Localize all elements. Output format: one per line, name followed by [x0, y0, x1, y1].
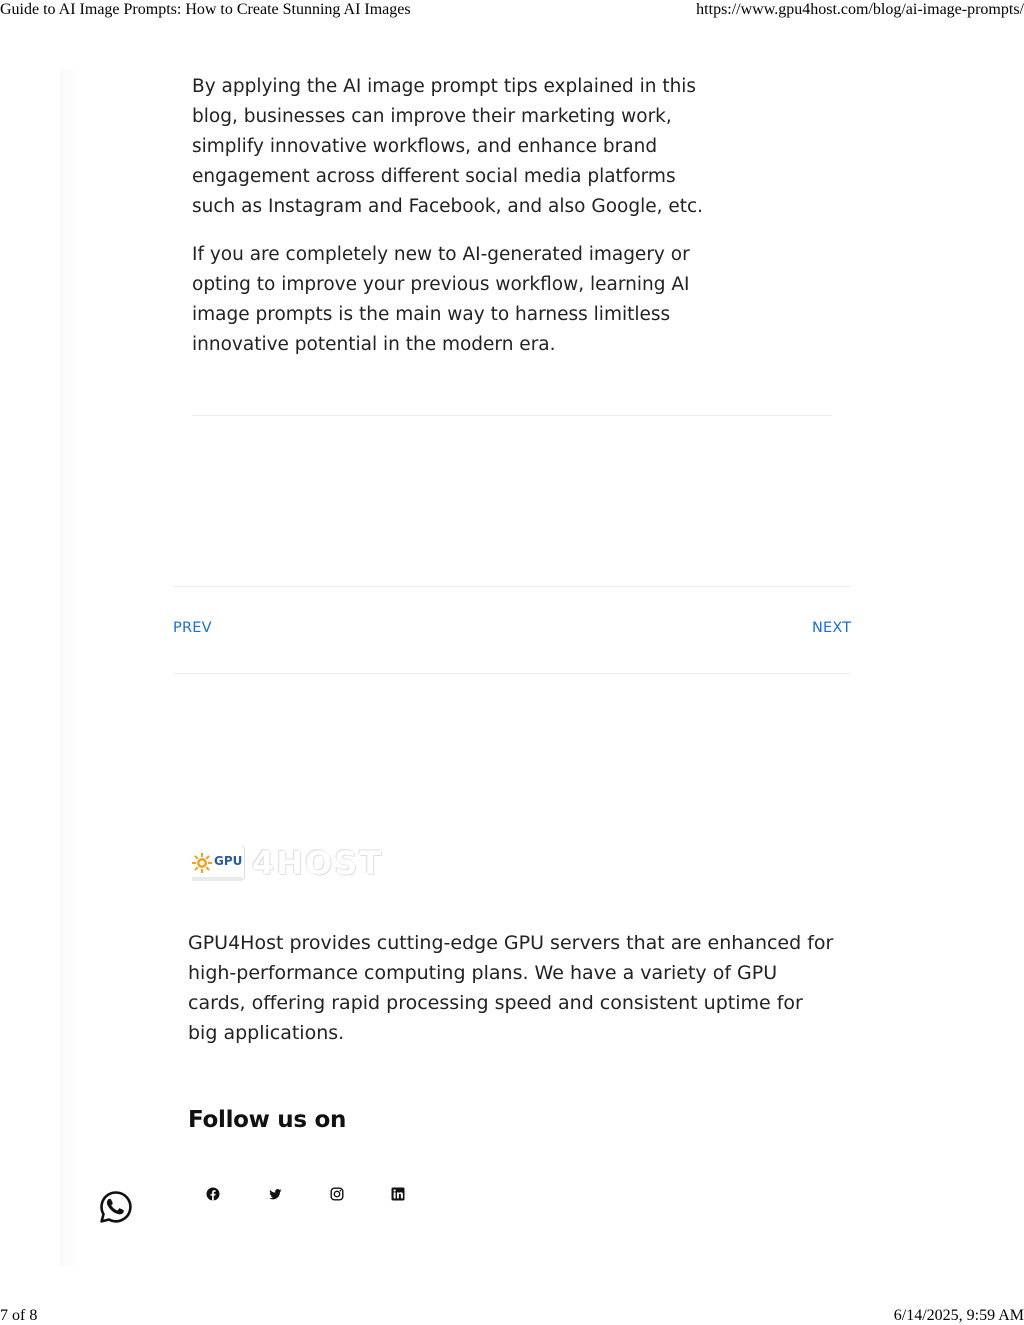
print-page-url: https://www.gpu4host.com/blog/ai-image-prompts/	[696, 1, 1024, 18]
post-nav-divider-top	[173, 586, 851, 587]
article-paragraph: By applying the AI image prompt tips explained in this blog, businesses can improve their marketing work, simplify innovative workflows, and enhance brand engagement across different social media platforms such as Instagram and Facebook, and also Google, etc.	[192, 76, 704, 217]
print-page-title: Guide to AI Image Prompts: How to Create Stunning AI Images	[0, 1, 411, 18]
logo-host-text: 4HOST	[252, 844, 384, 882]
post-nav-divider-bottom	[173, 673, 851, 674]
print-footer	[0, 1306, 1024, 1325]
prev-post-link[interactable]: PREV	[173, 620, 212, 636]
print-timestamp: 6/14/2025, 9:59 AM	[893, 1307, 1024, 1324]
footer-description: GPU4Host provides cutting-edge GPU servers that are enhanced for high-performance computing plans. We have a variety of GPU cards, offering rapid processing speed and consistent uptime for big applications.	[188, 932, 834, 1044]
article-paragraph: If you are completely new to AI-generated imagery or opting to improve your previous workflow, learning AI image prompts is the main way to harness limitless innovative potential in the modern era.	[192, 244, 690, 355]
linkedin-icon[interactable]	[391, 1186, 405, 1200]
logo-underbar	[192, 877, 242, 881]
whatsapp-icon[interactable]	[99, 1190, 133, 1224]
article-divider	[192, 415, 832, 416]
content-shadow-strip	[60, 70, 76, 1265]
logo-divider	[242, 846, 245, 880]
follow-us-heading: Follow us on	[188, 1107, 347, 1133]
gpu4host-logo[interactable]	[190, 844, 384, 882]
twitter-icon[interactable]	[268, 1186, 282, 1200]
facebook-icon[interactable]	[206, 1186, 220, 1200]
print-page-number: 7 of 8	[0, 1307, 38, 1324]
instagram-icon[interactable]	[330, 1186, 344, 1200]
next-post-link[interactable]: NEXT	[812, 620, 852, 636]
print-header	[0, 0, 1024, 22]
logo-gpu-text: GPU	[214, 854, 243, 868]
sun-logo-icon	[192, 853, 212, 873]
